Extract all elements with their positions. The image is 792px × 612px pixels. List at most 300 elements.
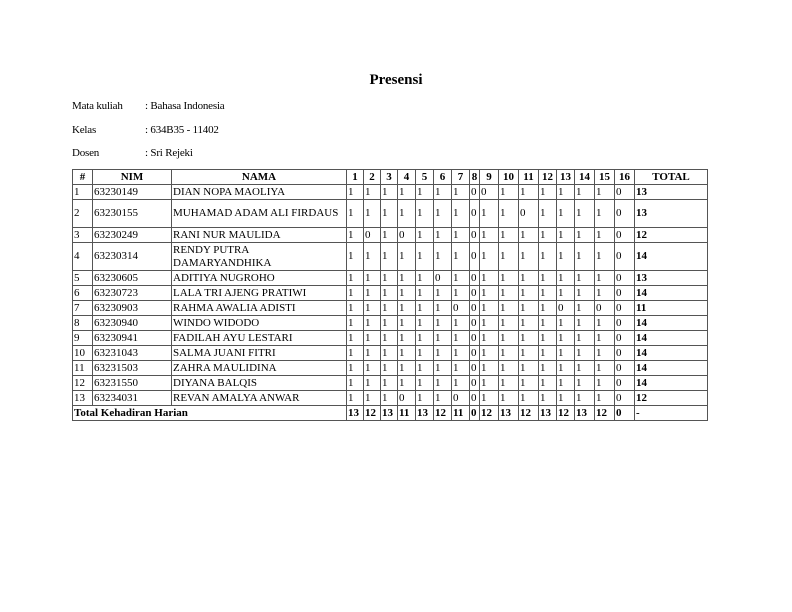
attendance-cell: 1 (398, 243, 416, 271)
attendance-cell: 0 (615, 391, 635, 406)
table-row (73, 391, 708, 406)
nim-cell: 63230149 (93, 185, 172, 200)
attendance-cell: 1 (364, 391, 381, 406)
attendance-cell: 1 (595, 316, 615, 331)
attendance-cell: 1 (539, 200, 557, 228)
attendance-cell: 1 (557, 228, 575, 243)
name-cell: FADILAH AYU LESTARI (172, 331, 347, 346)
attendance-cell: 1 (519, 228, 539, 243)
attendance-cell: 0 (615, 361, 635, 376)
attendance-cell: 1 (347, 286, 364, 301)
row-number-cell: 9 (73, 331, 93, 346)
attendance-cell: 1 (347, 346, 364, 361)
nim-cell: 63230249 (93, 228, 172, 243)
column-header: 15 (595, 170, 615, 185)
attendance-cell: 1 (416, 185, 434, 200)
attendance-cell: 1 (347, 243, 364, 271)
total-cell: 13 (635, 271, 708, 286)
daily-total-row (73, 406, 708, 421)
nim-cell: 63234031 (93, 391, 172, 406)
row-number-cell: 2 (73, 200, 93, 228)
attendance-cell: 1 (539, 376, 557, 391)
meta-subject (72, 100, 225, 112)
name-cell: LALA TRI AJENG PRATIWI (172, 286, 347, 301)
attendance-cell: 0 (615, 228, 635, 243)
attendance-cell: 1 (347, 376, 364, 391)
daily-total-label: Total Kehadiran Harian (73, 406, 347, 421)
attendance-cell: 1 (381, 243, 398, 271)
row-number-cell: 7 (73, 301, 93, 316)
attendance-cell: 1 (452, 316, 470, 331)
attendance-cell: 1 (381, 316, 398, 331)
attendance-cell: 1 (364, 361, 381, 376)
attendance-cell: 1 (499, 271, 519, 286)
attendance-cell: 0 (470, 228, 480, 243)
attendance-cell: 1 (575, 301, 595, 316)
attendance-cell: 1 (364, 301, 381, 316)
attendance-cell: 0 (615, 200, 635, 228)
table-header-row (73, 170, 708, 185)
attendance-cell: 1 (452, 346, 470, 361)
attendance-cell: 1 (480, 301, 499, 316)
attendance-cell: 1 (347, 271, 364, 286)
attendance-cell: 1 (434, 243, 452, 271)
attendance-cell: 1 (499, 361, 519, 376)
attendance-cell: 1 (452, 185, 470, 200)
attendance-cell: 0 (470, 391, 480, 406)
column-header: 1 (347, 170, 364, 185)
attendance-cell: 1 (364, 286, 381, 301)
daily-total-cell: 12 (364, 406, 381, 421)
attendance-cell: 1 (416, 271, 434, 286)
daily-total-cell: 11 (452, 406, 470, 421)
attendance-cell: 1 (398, 376, 416, 391)
column-header: # (73, 170, 93, 185)
daily-total-cell: 0 (470, 406, 480, 421)
attendance-cell: 1 (557, 346, 575, 361)
attendance-cell: 1 (557, 200, 575, 228)
nim-cell: 63231550 (93, 376, 172, 391)
attendance-cell: 1 (519, 391, 539, 406)
attendance-cell: 0 (615, 301, 635, 316)
column-header: 11 (519, 170, 539, 185)
attendance-cell: 1 (416, 286, 434, 301)
attendance-cell: 0 (615, 185, 635, 200)
nim-cell: 63230605 (93, 271, 172, 286)
attendance-cell: 1 (499, 301, 519, 316)
row-number-cell: 11 (73, 361, 93, 376)
name-cell: ZAHRA MAULIDINA (172, 361, 347, 376)
attendance-cell: 1 (595, 243, 615, 271)
total-cell: 14 (635, 346, 708, 361)
attendance-cell: 1 (416, 243, 434, 271)
attendance-cell: 1 (519, 243, 539, 271)
attendance-cell: 1 (452, 271, 470, 286)
attendance-cell: 1 (416, 346, 434, 361)
table-row (73, 361, 708, 376)
attendance-cell: 1 (398, 286, 416, 301)
attendance-cell: 1 (595, 271, 615, 286)
attendance-cell: 1 (416, 228, 434, 243)
attendance-cell: 1 (416, 301, 434, 316)
nim-cell: 63230314 (93, 243, 172, 271)
attendance-cell: 1 (347, 301, 364, 316)
attendance-cell: 1 (416, 361, 434, 376)
attendance-cell: 1 (452, 331, 470, 346)
total-cell: 14 (635, 331, 708, 346)
total-cell: 14 (635, 316, 708, 331)
name-cell: RENDY PUTRA DAMARYANDHIKA (172, 243, 347, 271)
name-cell: ADITIYA NUGROHO (172, 271, 347, 286)
attendance-cell: 1 (575, 185, 595, 200)
attendance-cell: 1 (499, 200, 519, 228)
attendance-cell: 1 (539, 391, 557, 406)
attendance-cell: 1 (381, 228, 398, 243)
column-header: NAMA (172, 170, 347, 185)
row-number-cell: 12 (73, 376, 93, 391)
attendance-cell: 1 (499, 228, 519, 243)
attendance-cell: 1 (416, 316, 434, 331)
column-header: 14 (575, 170, 595, 185)
attendance-cell: 1 (398, 271, 416, 286)
table-row (73, 301, 708, 316)
attendance-cell: 1 (539, 346, 557, 361)
attendance-cell: 1 (557, 243, 575, 271)
attendance-cell: 1 (557, 185, 575, 200)
row-number-cell: 1 (73, 185, 93, 200)
attendance-cell: 1 (416, 391, 434, 406)
attendance-cell: 1 (539, 286, 557, 301)
attendance-cell: 1 (595, 361, 615, 376)
attendance-cell: 1 (480, 271, 499, 286)
attendance-cell: 1 (595, 200, 615, 228)
attendance-cell: 1 (499, 331, 519, 346)
attendance-cell: 1 (416, 331, 434, 346)
grand-total-cell: - (635, 406, 708, 421)
attendance-cell: 0 (615, 376, 635, 391)
table-row (73, 271, 708, 286)
attendance-cell: 0 (470, 346, 480, 361)
attendance-cell: 1 (575, 228, 595, 243)
attendance-cell: 1 (398, 301, 416, 316)
attendance-cell: 0 (470, 376, 480, 391)
daily-total-cell: 12 (519, 406, 539, 421)
attendance-cell: 1 (595, 346, 615, 361)
attendance-cell: 0 (615, 243, 635, 271)
attendance-cell: 1 (381, 391, 398, 406)
attendance-cell: 0 (480, 185, 499, 200)
attendance-cell: 1 (364, 243, 381, 271)
attendance-cell: 1 (519, 271, 539, 286)
attendance-cell: 1 (434, 316, 452, 331)
attendance-cell: 1 (381, 200, 398, 228)
attendance-cell: 1 (480, 376, 499, 391)
attendance-cell: 1 (347, 331, 364, 346)
table-row (73, 185, 708, 200)
attendance-cell: 1 (452, 243, 470, 271)
row-number-cell: 13 (73, 391, 93, 406)
attendance-cell: 1 (347, 391, 364, 406)
attendance-cell: 0 (595, 301, 615, 316)
daily-total-cell: 13 (381, 406, 398, 421)
attendance-cell: 1 (575, 346, 595, 361)
attendance-cell: 1 (557, 391, 575, 406)
table-row (73, 200, 708, 228)
attendance-cell: 1 (519, 316, 539, 331)
attendance-cell: 1 (499, 316, 519, 331)
attendance-cell: 1 (519, 286, 539, 301)
column-header: NIM (93, 170, 172, 185)
attendance-cell: 1 (364, 331, 381, 346)
attendance-cell: 0 (434, 271, 452, 286)
subject-value: : Bahasa Indonesia (145, 100, 225, 112)
row-number-cell: 10 (73, 346, 93, 361)
attendance-cell: 1 (557, 286, 575, 301)
name-cell: RAHMA AWALIA ADISTI (172, 301, 347, 316)
column-header: 12 (539, 170, 557, 185)
name-cell: SALMA JUANI FITRI (172, 346, 347, 361)
attendance-cell: 1 (575, 316, 595, 331)
nim-cell: 63230723 (93, 286, 172, 301)
attendance-cell: 1 (381, 185, 398, 200)
lecturer-value: : Sri Rejeki (145, 147, 193, 159)
attendance-cell: 0 (615, 316, 635, 331)
nim-cell: 63230155 (93, 200, 172, 228)
attendance-cell: 0 (364, 228, 381, 243)
daily-total-cell: 0 (615, 406, 635, 421)
attendance-cell: 1 (434, 286, 452, 301)
attendance-cell: 0 (519, 200, 539, 228)
attendance-cell: 1 (595, 185, 615, 200)
column-header: 5 (416, 170, 434, 185)
attendance-cell: 1 (539, 185, 557, 200)
table-row (73, 376, 708, 391)
daily-total-cell: 12 (557, 406, 575, 421)
attendance-cell: 1 (557, 376, 575, 391)
attendance-cell: 0 (615, 286, 635, 301)
attendance-cell: 1 (452, 286, 470, 301)
attendance-cell: 1 (434, 331, 452, 346)
attendance-cell: 0 (470, 286, 480, 301)
attendance-cell: 1 (398, 316, 416, 331)
attendance-cell: 1 (519, 331, 539, 346)
attendance-cell: 1 (539, 316, 557, 331)
daily-total-cell: 13 (575, 406, 595, 421)
attendance-cell: 1 (575, 361, 595, 376)
attendance-cell: 1 (499, 346, 519, 361)
attendance-cell: 0 (615, 271, 635, 286)
attendance-cell: 1 (575, 200, 595, 228)
attendance-cell: 0 (615, 346, 635, 361)
daily-total-cell: 13 (347, 406, 364, 421)
total-cell: 12 (635, 391, 708, 406)
attendance-cell: 1 (575, 243, 595, 271)
table-row (73, 346, 708, 361)
attendance-cell: 0 (470, 243, 480, 271)
attendance-cell: 1 (347, 185, 364, 200)
nim-cell: 63231503 (93, 361, 172, 376)
attendance-cell: 1 (416, 376, 434, 391)
attendance-cell: 0 (398, 228, 416, 243)
attendance-cell: 1 (452, 228, 470, 243)
attendance-cell: 1 (519, 346, 539, 361)
attendance-cell: 1 (557, 271, 575, 286)
row-number-cell: 5 (73, 271, 93, 286)
attendance-cell: 0 (470, 361, 480, 376)
attendance-cell: 1 (416, 200, 434, 228)
column-header: 9 (480, 170, 499, 185)
attendance-cell: 1 (519, 301, 539, 316)
daily-total-cell: 11 (398, 406, 416, 421)
attendance-cell: 1 (381, 271, 398, 286)
nim-cell: 63230940 (93, 316, 172, 331)
attendance-cell: 1 (575, 391, 595, 406)
attendance-cell: 1 (480, 228, 499, 243)
attendance-cell: 1 (398, 331, 416, 346)
table-row (73, 331, 708, 346)
attendance-cell: 1 (398, 361, 416, 376)
attendance-cell: 1 (347, 361, 364, 376)
attendance-cell: 1 (434, 185, 452, 200)
table-row (73, 286, 708, 301)
table-body (73, 185, 708, 406)
nim-cell: 63230941 (93, 331, 172, 346)
column-header: 8 (470, 170, 480, 185)
name-cell: WINDO WIDODO (172, 316, 347, 331)
attendance-cell: 1 (452, 200, 470, 228)
attendance-cell: 1 (557, 331, 575, 346)
total-cell: 13 (635, 185, 708, 200)
attendance-cell: 1 (539, 243, 557, 271)
attendance-cell: 1 (539, 271, 557, 286)
name-cell: RANI NUR MAULIDA (172, 228, 347, 243)
meta-lecturer (72, 147, 193, 159)
attendance-cell: 1 (539, 228, 557, 243)
attendance-cell: 1 (452, 376, 470, 391)
attendance-cell: 1 (480, 286, 499, 301)
attendance-cell: 1 (381, 376, 398, 391)
total-cell: 14 (635, 376, 708, 391)
column-header: TOTAL (635, 170, 708, 185)
row-number-cell: 3 (73, 228, 93, 243)
attendance-cell: 0 (470, 271, 480, 286)
attendance-cell: 1 (519, 361, 539, 376)
total-cell: 11 (635, 301, 708, 316)
row-number-cell: 4 (73, 243, 93, 271)
attendance-cell: 1 (557, 361, 575, 376)
total-cell: 12 (635, 228, 708, 243)
attendance-cell: 1 (480, 331, 499, 346)
attendance-cell: 1 (595, 391, 615, 406)
attendance-cell: 1 (434, 346, 452, 361)
column-header: 10 (499, 170, 519, 185)
attendance-cell: 1 (499, 286, 519, 301)
column-header: 6 (434, 170, 452, 185)
attendance-cell: 1 (434, 391, 452, 406)
attendance-cell: 1 (480, 361, 499, 376)
attendance-cell: 1 (381, 346, 398, 361)
name-cell: DIYANA BALQIS (172, 376, 347, 391)
attendance-cell: 1 (347, 228, 364, 243)
column-header: 2 (364, 170, 381, 185)
attendance-cell: 1 (595, 286, 615, 301)
column-header: 7 (452, 170, 470, 185)
attendance-cell: 0 (470, 185, 480, 200)
attendance-cell: 0 (452, 391, 470, 406)
table-row (73, 228, 708, 243)
page-title: Presensi (369, 72, 423, 88)
attendance-cell: 1 (539, 331, 557, 346)
attendance-cell: 1 (575, 331, 595, 346)
attendance-cell: 1 (499, 243, 519, 271)
attendance-cell: 0 (470, 301, 480, 316)
row-number-cell: 8 (73, 316, 93, 331)
attendance-cell: 1 (381, 301, 398, 316)
attendance-cell: 1 (434, 200, 452, 228)
attendance-cell: 1 (539, 301, 557, 316)
attendance-cell: 1 (434, 376, 452, 391)
column-header: 4 (398, 170, 416, 185)
attendance-cell: 1 (347, 200, 364, 228)
class-value: : 634B35 - 11402 (145, 124, 219, 136)
attendance-cell: 1 (434, 228, 452, 243)
attendance-cell: 1 (347, 316, 364, 331)
daily-total-cell: 12 (480, 406, 499, 421)
total-cell: 13 (635, 200, 708, 228)
attendance-cell: 1 (364, 185, 381, 200)
attendance-cell: 1 (539, 361, 557, 376)
daily-total-cell: 13 (499, 406, 519, 421)
attendance-cell: 1 (575, 271, 595, 286)
attendance-cell: 1 (575, 376, 595, 391)
attendance-cell: 1 (381, 331, 398, 346)
attendance-cell: 1 (364, 271, 381, 286)
attendance-cell: 0 (470, 331, 480, 346)
daily-total-cell: 12 (434, 406, 452, 421)
attendance-cell: 1 (398, 185, 416, 200)
attendance-cell: 1 (398, 200, 416, 228)
attendance-cell: 1 (595, 376, 615, 391)
daily-total-cell: 13 (539, 406, 557, 421)
nim-cell: 63231043 (93, 346, 172, 361)
attendance-cell: 1 (434, 301, 452, 316)
row-number-cell: 6 (73, 286, 93, 301)
attendance-cell: 1 (364, 376, 381, 391)
attendance-cell: 1 (557, 316, 575, 331)
attendance-cell: 1 (381, 361, 398, 376)
attendance-cell: 1 (364, 316, 381, 331)
attendance-cell: 1 (434, 361, 452, 376)
attendance-cell: 1 (480, 316, 499, 331)
attendance-cell: 1 (499, 376, 519, 391)
meta-class (72, 124, 219, 136)
daily-total-cell: 13 (416, 406, 434, 421)
attendance-cell: 0 (470, 200, 480, 228)
attendance-cell: 1 (499, 185, 519, 200)
column-header: 13 (557, 170, 575, 185)
attendance-cell: 0 (615, 331, 635, 346)
attendance-cell: 1 (480, 200, 499, 228)
attendance-cell: 1 (480, 243, 499, 271)
total-cell: 14 (635, 243, 708, 271)
attendance-cell: 1 (381, 286, 398, 301)
attendance-cell: 1 (452, 361, 470, 376)
attendance-cell: 1 (519, 376, 539, 391)
attendance-cell: 1 (398, 346, 416, 361)
attendance-cell: 1 (595, 228, 615, 243)
attendance-cell: 1 (519, 185, 539, 200)
attendance-cell: 1 (480, 391, 499, 406)
